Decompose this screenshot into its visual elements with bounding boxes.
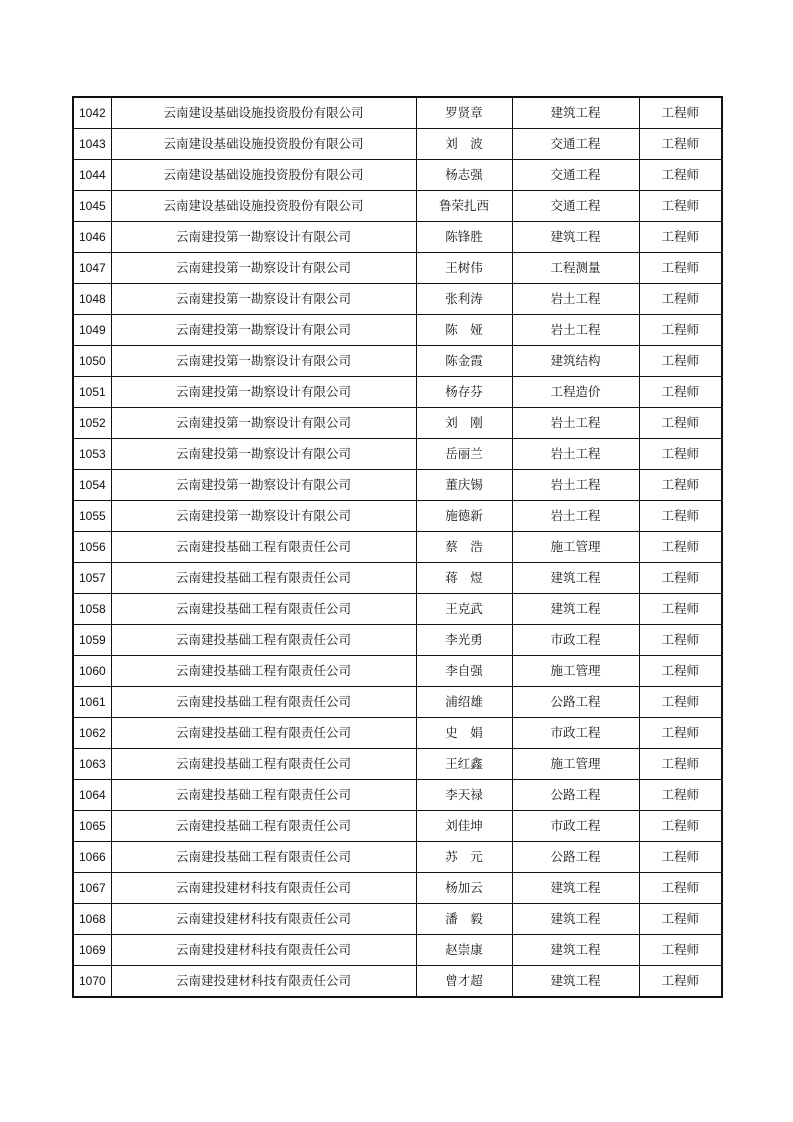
table-row	[73, 222, 722, 253]
specialty-cell: 交通工程	[512, 160, 639, 191]
row-number-cell: 1053	[73, 439, 111, 470]
company-cell: 云南建投第一勘察设计有限公司	[111, 470, 416, 501]
table-row	[73, 718, 722, 749]
row-number-cell: 1056	[73, 532, 111, 563]
title-cell: 工程师	[639, 904, 722, 935]
row-number-cell: 1055	[73, 501, 111, 532]
specialty-cell: 施工管理	[512, 656, 639, 687]
specialty-cell: 岩土工程	[512, 284, 639, 315]
row-number-cell: 1050	[73, 346, 111, 377]
row-number-cell: 1046	[73, 222, 111, 253]
person-name-cell: 李光勇	[416, 625, 512, 656]
person-name-cell: 刘 刚	[416, 408, 512, 439]
title-cell: 工程师	[639, 160, 722, 191]
specialty-cell: 建筑工程	[512, 222, 639, 253]
title-cell: 工程师	[639, 377, 722, 408]
title-cell: 工程师	[639, 842, 722, 873]
company-cell: 云南建投基础工程有限责任公司	[111, 842, 416, 873]
person-name-cell: 岳丽兰	[416, 439, 512, 470]
specialty-cell: 岩土工程	[512, 439, 639, 470]
specialty-cell: 交通工程	[512, 191, 639, 222]
row-number-cell: 1065	[73, 811, 111, 842]
person-name-cell: 王红鑫	[416, 749, 512, 780]
row-number-cell: 1059	[73, 625, 111, 656]
specialty-cell: 市政工程	[512, 811, 639, 842]
person-name-cell: 曾才超	[416, 966, 512, 998]
specialty-cell: 建筑工程	[512, 966, 639, 998]
specialty-cell: 岩土工程	[512, 470, 639, 501]
row-number-cell: 1069	[73, 935, 111, 966]
table-row	[73, 408, 722, 439]
person-name-cell: 罗贤章	[416, 97, 512, 129]
personnel-table	[72, 96, 723, 998]
table-row	[73, 439, 722, 470]
table-row	[73, 904, 722, 935]
company-cell: 云南建投第一勘察设计有限公司	[111, 408, 416, 439]
company-cell: 云南建投基础工程有限责任公司	[111, 811, 416, 842]
company-cell: 云南建投第一勘察设计有限公司	[111, 439, 416, 470]
person-name-cell: 陈 娅	[416, 315, 512, 346]
table-row	[73, 97, 722, 129]
table-row	[73, 315, 722, 346]
table-row	[73, 873, 722, 904]
row-number-cell: 1047	[73, 253, 111, 284]
title-cell: 工程师	[639, 935, 722, 966]
title-cell: 工程师	[639, 97, 722, 129]
title-cell: 工程师	[639, 284, 722, 315]
company-cell: 云南建投建材科技有限责任公司	[111, 966, 416, 998]
specialty-cell: 建筑工程	[512, 594, 639, 625]
company-cell: 云南建投第一勘察设计有限公司	[111, 253, 416, 284]
person-name-cell: 潘 毅	[416, 904, 512, 935]
table-row	[73, 470, 722, 501]
specialty-cell: 建筑结构	[512, 346, 639, 377]
person-name-cell: 董庆锡	[416, 470, 512, 501]
row-number-cell: 1058	[73, 594, 111, 625]
company-cell: 云南建投第一勘察设计有限公司	[111, 346, 416, 377]
company-cell: 云南建设基础设施投资股份有限公司	[111, 160, 416, 191]
person-name-cell: 杨存芬	[416, 377, 512, 408]
title-cell: 工程师	[639, 253, 722, 284]
company-cell: 云南建投基础工程有限责任公司	[111, 625, 416, 656]
company-cell: 云南建投建材科技有限责任公司	[111, 873, 416, 904]
row-number-cell: 1064	[73, 780, 111, 811]
title-cell: 工程师	[639, 222, 722, 253]
title-cell: 工程师	[639, 470, 722, 501]
row-number-cell: 1066	[73, 842, 111, 873]
table-row	[73, 687, 722, 718]
title-cell: 工程师	[639, 749, 722, 780]
specialty-cell: 市政工程	[512, 625, 639, 656]
company-cell: 云南建投第一勘察设计有限公司	[111, 222, 416, 253]
title-cell: 工程师	[639, 439, 722, 470]
specialty-cell: 公路工程	[512, 842, 639, 873]
person-name-cell: 施德新	[416, 501, 512, 532]
row-number-cell: 1054	[73, 470, 111, 501]
table-row	[73, 253, 722, 284]
company-cell: 云南建投建材科技有限责任公司	[111, 904, 416, 935]
title-cell: 工程师	[639, 563, 722, 594]
specialty-cell: 建筑工程	[512, 563, 639, 594]
company-cell: 云南建投第一勘察设计有限公司	[111, 501, 416, 532]
person-name-cell: 李天禄	[416, 780, 512, 811]
table-row	[73, 563, 722, 594]
person-name-cell: 刘佳坤	[416, 811, 512, 842]
person-name-cell: 史 娟	[416, 718, 512, 749]
title-cell: 工程师	[639, 532, 722, 563]
specialty-cell: 市政工程	[512, 718, 639, 749]
row-number-cell: 1057	[73, 563, 111, 594]
specialty-cell: 工程造价	[512, 377, 639, 408]
specialty-cell: 交通工程	[512, 129, 639, 160]
specialty-cell: 施工管理	[512, 532, 639, 563]
table-row	[73, 656, 722, 687]
table-row	[73, 532, 722, 563]
person-name-cell: 王克武	[416, 594, 512, 625]
table-row	[73, 594, 722, 625]
row-number-cell: 1042	[73, 97, 111, 129]
row-number-cell: 1052	[73, 408, 111, 439]
company-cell: 云南建投第一勘察设计有限公司	[111, 377, 416, 408]
title-cell: 工程师	[639, 625, 722, 656]
person-name-cell: 陈金霞	[416, 346, 512, 377]
table-row	[73, 129, 722, 160]
title-cell: 工程师	[639, 346, 722, 377]
title-cell: 工程师	[639, 408, 722, 439]
row-number-cell: 1062	[73, 718, 111, 749]
title-cell: 工程师	[639, 780, 722, 811]
specialty-cell: 建筑工程	[512, 904, 639, 935]
company-cell: 云南建投基础工程有限责任公司	[111, 563, 416, 594]
table-row	[73, 935, 722, 966]
table-row	[73, 842, 722, 873]
company-cell: 云南建投第一勘察设计有限公司	[111, 315, 416, 346]
specialty-cell: 岩土工程	[512, 501, 639, 532]
title-cell: 工程师	[639, 129, 722, 160]
person-name-cell: 苏 元	[416, 842, 512, 873]
table-row	[73, 191, 722, 222]
table-row	[73, 625, 722, 656]
specialty-cell: 岩土工程	[512, 315, 639, 346]
specialty-cell: 公路工程	[512, 687, 639, 718]
person-name-cell: 王树伟	[416, 253, 512, 284]
specialty-cell: 建筑工程	[512, 873, 639, 904]
specialty-cell: 岩土工程	[512, 408, 639, 439]
row-number-cell: 1063	[73, 749, 111, 780]
company-cell: 云南建投基础工程有限责任公司	[111, 687, 416, 718]
row-number-cell: 1045	[73, 191, 111, 222]
row-number-cell: 1048	[73, 284, 111, 315]
row-number-cell: 1049	[73, 315, 111, 346]
title-cell: 工程师	[639, 191, 722, 222]
company-cell: 云南建投基础工程有限责任公司	[111, 656, 416, 687]
row-number-cell: 1068	[73, 904, 111, 935]
company-cell: 云南建投第一勘察设计有限公司	[111, 284, 416, 315]
specialty-cell: 建筑工程	[512, 935, 639, 966]
table-body	[73, 97, 722, 997]
specialty-cell: 建筑工程	[512, 97, 639, 129]
person-name-cell: 蔡 浩	[416, 532, 512, 563]
title-cell: 工程师	[639, 718, 722, 749]
row-number-cell: 1043	[73, 129, 111, 160]
table-row	[73, 780, 722, 811]
table-row	[73, 284, 722, 315]
row-number-cell: 1044	[73, 160, 111, 191]
table-row	[73, 811, 722, 842]
company-cell: 云南建投基础工程有限责任公司	[111, 780, 416, 811]
title-cell: 工程师	[639, 501, 722, 532]
title-cell: 工程师	[639, 315, 722, 346]
specialty-cell: 施工管理	[512, 749, 639, 780]
company-cell: 云南建设基础设施投资股份有限公司	[111, 191, 416, 222]
company-cell: 云南建投基础工程有限责任公司	[111, 532, 416, 563]
company-cell: 云南建投基础工程有限责任公司	[111, 718, 416, 749]
person-name-cell: 陈锋胜	[416, 222, 512, 253]
person-name-cell: 蒋 煜	[416, 563, 512, 594]
row-number-cell: 1061	[73, 687, 111, 718]
company-cell: 云南建设基础设施投资股份有限公司	[111, 97, 416, 129]
company-cell: 云南建投基础工程有限责任公司	[111, 749, 416, 780]
row-number-cell: 1067	[73, 873, 111, 904]
person-name-cell: 刘 波	[416, 129, 512, 160]
company-cell: 云南建投建材科技有限责任公司	[111, 935, 416, 966]
title-cell: 工程师	[639, 594, 722, 625]
person-name-cell: 杨加云	[416, 873, 512, 904]
table-row	[73, 749, 722, 780]
company-cell: 云南建设基础设施投资股份有限公司	[111, 129, 416, 160]
company-cell: 云南建投基础工程有限责任公司	[111, 594, 416, 625]
table-row	[73, 346, 722, 377]
title-cell: 工程师	[639, 966, 722, 998]
person-name-cell: 杨志强	[416, 160, 512, 191]
specialty-cell: 工程测量	[512, 253, 639, 284]
table-row	[73, 501, 722, 532]
row-number-cell: 1060	[73, 656, 111, 687]
table-row	[73, 377, 722, 408]
row-number-cell: 1070	[73, 966, 111, 998]
person-name-cell: 浦绍雄	[416, 687, 512, 718]
title-cell: 工程师	[639, 687, 722, 718]
person-name-cell: 赵崇康	[416, 935, 512, 966]
title-cell: 工程师	[639, 656, 722, 687]
table-row	[73, 966, 722, 998]
table-row	[73, 160, 722, 191]
title-cell: 工程师	[639, 873, 722, 904]
person-name-cell: 鲁荣扎西	[416, 191, 512, 222]
row-number-cell: 1051	[73, 377, 111, 408]
specialty-cell: 公路工程	[512, 780, 639, 811]
person-name-cell: 张利涛	[416, 284, 512, 315]
person-name-cell: 李自强	[416, 656, 512, 687]
title-cell: 工程师	[639, 811, 722, 842]
